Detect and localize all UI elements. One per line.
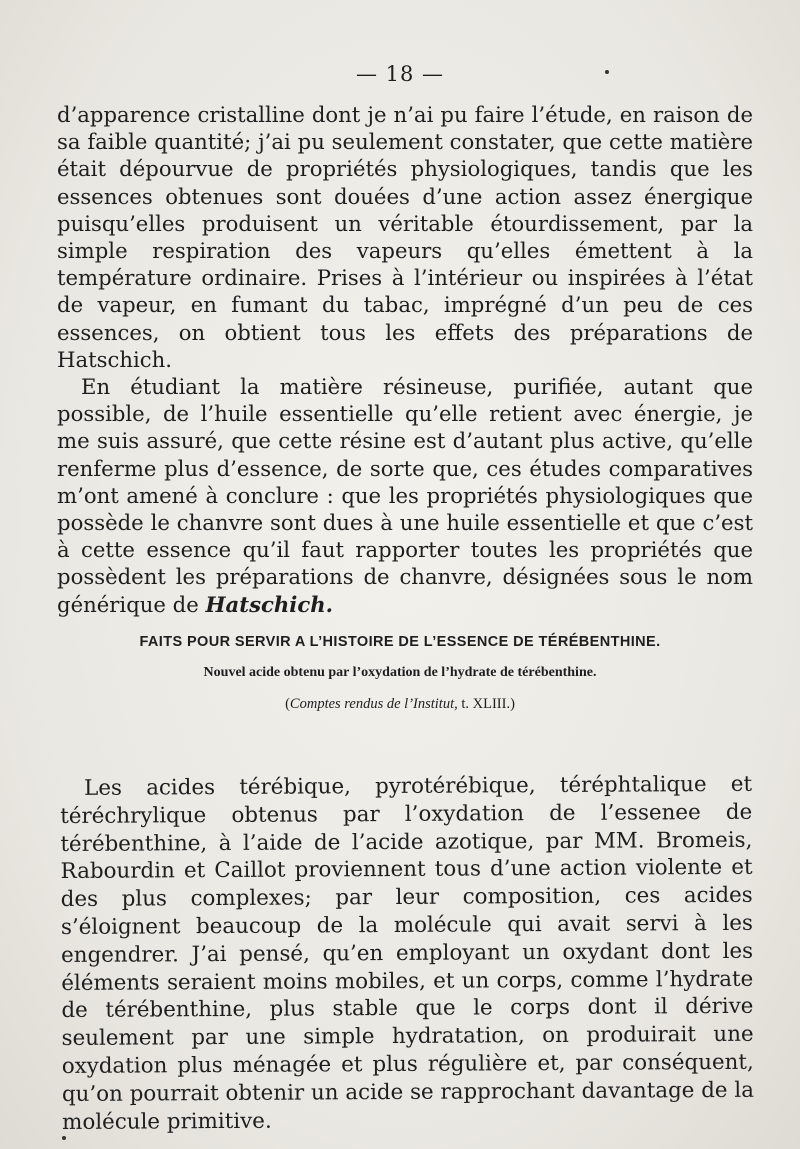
hatschich-term: Hatschich. [205, 591, 334, 617]
citation-open-paren: ( [285, 696, 290, 712]
print-speck [605, 70, 609, 74]
citation-reference: t. XLIII.) [457, 696, 515, 712]
intro-paragraph-2-text: En étudiant la matière résineuse, purifiée, autant que possible, de l’huile essentielle qu’elle retient avec énergie, je me suis assuré, que cette résine est d’autant plus active, qu’elle renferme plus d’essence, de sorte que, ces études comparatives m’ont amené à conclure : que les propriétés physiologiques que possède le chanvre sont dues à une huile essentielle et que c’est à cette essence qu’il faut rapporter toutes les propriétés que possèdent les préparations de chanvre, désignées sous le nom générique de [57, 374, 753, 617]
print-speck [62, 1136, 66, 1140]
section-subtitle: Nouvel acide obtenu par l’oxydation de l’hydrate de térébenthine. [203, 665, 597, 680]
intro-paragraph-1: d’apparence cristalline dont je n’ai pu faire l’étude, en raison de sa faible quantité; j’ai pu seulement constater, que cette matière était dépourvue de propriétés physiologiques, tandis que les essences obtenues sont douées d’une action assez énergique puisqu’elles produisent un véritable étourdissement, par la simple respiration des vapeurs qu’elles émettent à la température ordinaire. Prises à l’intérieur ou inspirées à l’état de vapeur, en fumant du tabac, imprégné d’un peu de ces essences, on obtient tous les effets des préparations de Hatschich. [57, 102, 753, 372]
citation-title: Comptes rendus de l’Institut, [289, 696, 458, 712]
source-citation [0, 696, 800, 713]
intro-text-block [57, 101, 753, 618]
section-heading: FAITS POUR SERVIR A L’HISTOIRE DE L’ESSENCE DE TÉRÉBENTHINE. [139, 634, 661, 650]
page-number: — 18 — [355, 62, 445, 86]
intro-paragraph-2 [57, 373, 753, 618]
body-text-block [60, 771, 754, 1137]
body-paragraph: Les acides térébique, pyrotérébique, téréphtalique et téréchrylique obtenus par l’oxydation de l’essenee de térébenthine, à l’aide de l’acide azotique, par MM. Bromeis, Rabourdin et Caillot proviennent tous d’une action violente et des plus complexes; par leur composition, ces acides s’éloignent beaucoup de la molécule qui avait servi à les engendrer. J’ai pensé, qu’en employant un oxydant dont les éléments seraient moins mobiles, et un corps, comme l’hydrate de térébenthine, plus stable que le corps dont il dérive seulement par une simple hydratation, on produirait une oxydation plus ménagée et plus régulière et, par conséquent, qu’on pourrait obtenir un acide se rapprochant davantage de la molécule primitive. [60, 771, 755, 1135]
